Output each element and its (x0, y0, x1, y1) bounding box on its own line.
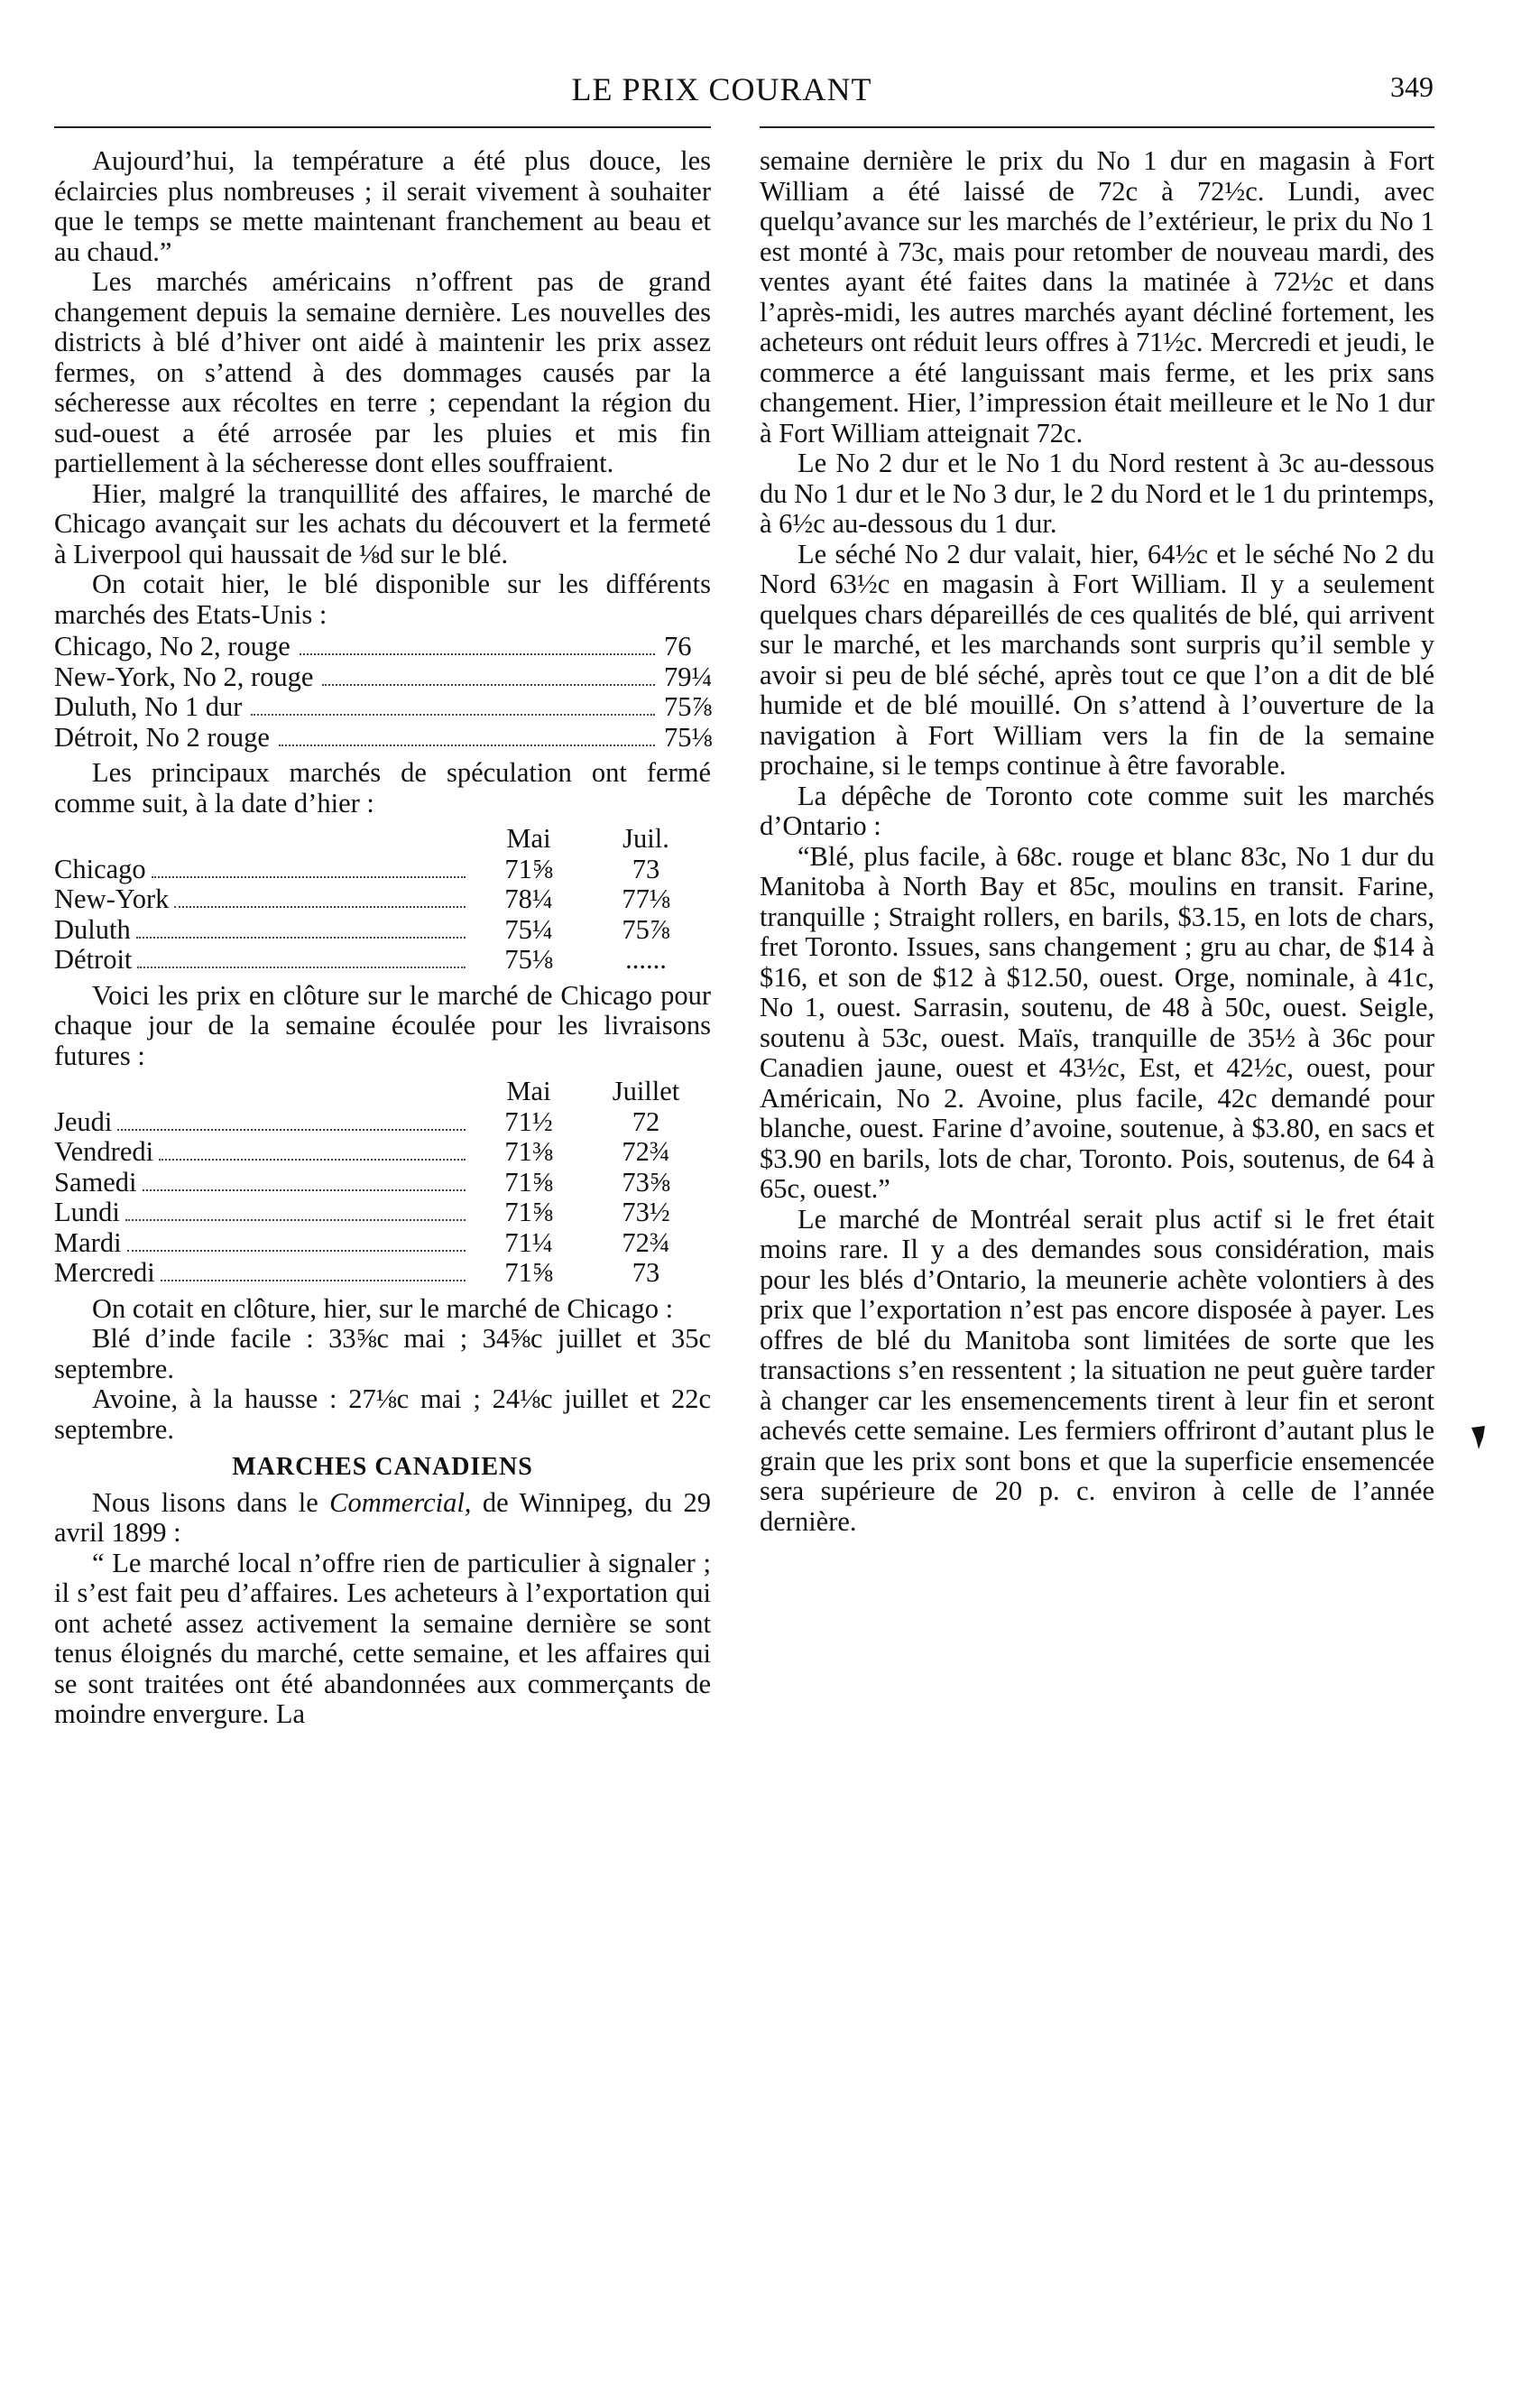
paragraph: On cotait en clôture, hier, sur le marché de Chicago : (92, 1292, 674, 1324)
leader-dots (159, 1159, 466, 1161)
may-value: 71⅝ (504, 1197, 553, 1227)
may-value: 71⅝ (504, 1166, 553, 1198)
column-header-july: Juil. (622, 823, 669, 854)
paragraph: Voici les prix en clôture sur le marché de Chicago pour chaque jour de la semaine écoulée pour les livraisons futures : (54, 979, 711, 1071)
day-name: Mercredi (54, 1257, 155, 1288)
table-header (54, 824, 711, 855)
column-header-may: Mai (506, 823, 551, 854)
leader-dots (161, 1280, 466, 1281)
leader-dots (279, 745, 655, 746)
may-value: 75¼ (504, 913, 553, 945)
paragraph: Hier, malgré la tranquillité des affaires, le marché de Chicago avançait sur les achats du découvert et la fermeté à Liverpool qui haussait de ⅛d sur le blé. (54, 477, 711, 569)
table-row (54, 1198, 711, 1228)
market-name: Détroit, No 2 rouge (54, 721, 270, 753)
july-value: 73⅝ (622, 1166, 670, 1198)
table-row (54, 915, 711, 946)
paragraph: Le No 2 dur et le No 1 du Nord restent à 3c au-dessous du No 1 dur et le No 3 dur, le 2 du Nord et le 1 du printemps, à 6½c au-dessous du 1 dur. (760, 448, 1434, 539)
leader-dots (125, 1219, 466, 1221)
price-value: 76 (664, 631, 692, 661)
july-value: 72 (632, 1105, 660, 1137)
market-name: Duluth, No 1 dur (54, 691, 243, 722)
paragraph: semaine dernière le prix du No 1 dur en magasin à Fort William a été laissé de 72c à 72½c. Lundi, avec quelqu’avance sur les marchés de l’extérieur, le prix du No 1 est monté à 73c, mais pour retomber de nouveau mardi, des ventes ayant été faites dans la matinée à 72½c et dans l’après-midi, les autres marchés ayant décliné fortement, les acheteurs ont réduit leurs offres à 71½c. Mercredi et jeudi, le commerce a été languissant mais ferme, et les prix sans changement. Hier, l’impression était meilleure et le No 1 dur à Fort William atteignait 72c. (760, 145, 1434, 449)
publication-name: Commercial, (329, 1486, 472, 1518)
paragraph: Aujourd’hui, la température a été plus douce, les éclaircies plus nombreuses ; il serait vivement à souhaiter que le temps se mette maintenant franchement au beau et au chaud.” (54, 145, 711, 267)
day-name: Mardi (54, 1226, 122, 1258)
right-header-rule (760, 126, 1434, 128)
day-name: Samedi (54, 1166, 137, 1198)
may-value: 71½ (504, 1105, 553, 1137)
may-value: 78¼ (504, 883, 553, 914)
price-value: 75⅞ (664, 691, 713, 722)
table-row (54, 945, 711, 976)
paragraph: Avoine, à la hausse : 27⅛c mai ; 24⅛c juillet et 22c septembre. (54, 1383, 711, 1445)
day-name: Vendredi (54, 1136, 154, 1167)
paragraph: “ Le marché local n’offre rien de particulier à signaler ; il s’est fait peu d’affaires. Les acheteurs à l’exportation qui ont acheté assez activement la semaine dernière se sont tenus éloignés du marché, cette semaine, et les affaires qui se sont traitées ont été abandonnées aux commerçants de moindre envergure. La (54, 1547, 711, 1729)
table-row (54, 1168, 711, 1198)
paragraph: Le séché No 2 dur valait, hier, 64½c et le séché No 2 du Nord 63½c en magasin à Fort William. Il y a seulement quelques chars dépareillés de ces qualités de blé, qui arrivent sur le marché, et les marchands sont surpris qu’il semble y avoir si peu de blé séché, après tout ce que l’on a dit de blé humide et de blé mouillé. On s’attend à l’ouverture de la navigation à Fort William vers la fin de la semaine prochaine, si le temps continue à être favorable. (760, 538, 1434, 781)
left-column (54, 146, 711, 1730)
july-value: 72¾ (622, 1136, 670, 1167)
may-value: 71⅜ (504, 1136, 553, 1167)
table-row (54, 1228, 711, 1259)
price-value: 79¼ (664, 661, 713, 692)
price-row (54, 662, 711, 693)
price-row (54, 723, 711, 754)
table-row (54, 884, 711, 915)
july-value: 75⅞ (622, 913, 670, 945)
market-name: Détroit (54, 944, 133, 975)
leader-dots (127, 1250, 466, 1252)
left-header-rule (54, 126, 711, 128)
day-name: Lundi (54, 1197, 120, 1227)
market-name: New-York, No 2, rouge (54, 661, 314, 692)
market-name: New-York (54, 883, 170, 914)
page-title: LE PRIX COURANT (571, 71, 872, 107)
paragraph: Les principaux marchés de spéculation ont fermé comme suit, à la date d’hier : (54, 757, 711, 819)
leader-dots (137, 967, 466, 968)
column-header-may: Mai (506, 1076, 551, 1106)
price-row (54, 692, 711, 723)
july-value: 72¾ (622, 1226, 670, 1258)
market-name: Chicago (54, 853, 146, 884)
may-value: 71⅝ (504, 1257, 553, 1288)
leader-dots (322, 684, 655, 686)
ink-mark-icon (1469, 1424, 1489, 1451)
futures-table (54, 824, 711, 976)
paragraph: La dépêche de Toronto cote comme suit les marchés d’Ontario : (760, 780, 1434, 841)
market-name: Chicago, No 2, rouge (54, 631, 290, 661)
leader-dots (117, 1129, 466, 1131)
section-heading: MARCHES CANADIENS (232, 1453, 533, 1481)
may-value: 75⅛ (504, 944, 553, 975)
table-row (54, 1107, 711, 1138)
table-header (54, 1077, 711, 1107)
table-row (54, 1137, 711, 1168)
paragraph: Nous lisons dans le Commercial, de Winnipeg, du 29 avril 1899 : (54, 1486, 711, 1548)
leader-dots (152, 876, 466, 878)
july-value: 77⅛ (622, 883, 670, 914)
page-number: 349 (1390, 70, 1434, 103)
may-value: 71¼ (504, 1226, 553, 1258)
weekly-closing-table (54, 1077, 711, 1289)
right-column (760, 146, 1434, 1537)
paragraph: On cotait hier, le blé disponible sur les différents marchés des Etats-Unis : (54, 569, 711, 630)
market-name: Duluth (54, 913, 131, 945)
july-value: 73½ (622, 1197, 670, 1227)
july-value: ...... (625, 944, 667, 975)
price-value: 75⅛ (664, 721, 713, 753)
spot-price-list (54, 632, 711, 753)
july-value: 73 (632, 853, 660, 884)
leader-dots (300, 653, 655, 655)
paragraph: “Blé, plus facile, à 68c. rouge et blanc 83c, No 1 dur du Manitoba à North Bay et 85c, moulins en transit. Farine, tranquille ; Straight rollers, en barils, $3.15, en lots de chars, fret Toronto. Issues, sans changement ; gru au char, de $14 à $16, et son de $12 à $12.50, ouest. Orge, nominale, à 41c, No 1, ouest. Sarrasin, soutenu, de 48 à 50c, ouest. Seigle, soutenu à 53c, ouest. Maïs, tranquille de 35½ à 36c pour Canadien jaune, ouest et 43½c, Est, et 42½c, ouest, pour Américain, No 2. Avoine, plus facile, 42c demandé pour blanche, ouest. Farine d’avoine, soutenue, à $3.80, en sacs et $3.90 en barils, lots de char, Toronto. Pois, soutenus, de 64 à 65c, ouest.” (760, 840, 1434, 1204)
leader-dots (143, 1189, 466, 1191)
column-header-july: Juillet (612, 1076, 680, 1106)
table-row (54, 1258, 711, 1289)
price-row (54, 632, 711, 662)
page-header (0, 65, 1540, 119)
leader-dots (174, 906, 466, 908)
paragraph: Blé d’inde facile : 33⅝c mai ; 34⅝c juillet et 35c septembre. (54, 1323, 711, 1384)
paragraph: Le marché de Montréal serait plus actif si le fret était moins rare. Il y a des demandes sous considération, mais pour les blés d’Ontario, la meunerie achète volontiers à des prix que l’exportation n’est pas encore disposée à payer. Les offres de blé du Manitoba sont limitées de sorte que les transactions s’en ressentent ; la situation ne peut guère tarder à changer car les ensemencements tirent à leur fin et seront achevés cette semaine. Les fermiers offriront d’autant plus le grain que les prix sont bons et que la superficie ensemencée sera supérieure de 20 p. c. environ à celle de l’année dernière. (760, 1203, 1434, 1537)
day-name: Jeudi (54, 1105, 113, 1137)
leader-dots (251, 714, 655, 716)
leader-dots (136, 937, 466, 939)
table-row (54, 855, 711, 885)
may-value: 71⅝ (504, 853, 553, 884)
paragraph: Les marchés américains n’offrent pas de grand changement depuis la semaine dernière. Les nouvelles des districts à blé d’hiver ont aidé à maintenir les prix assez fermes, on s’attend à des dommages causés par la sécheresse aux récoltes en terre ; cependant la région du sud-ouest a été arrosée par les pluies et mis fin partiellement à la sécheresse dont elles souffraient. (54, 266, 711, 478)
july-value: 73 (632, 1257, 660, 1288)
